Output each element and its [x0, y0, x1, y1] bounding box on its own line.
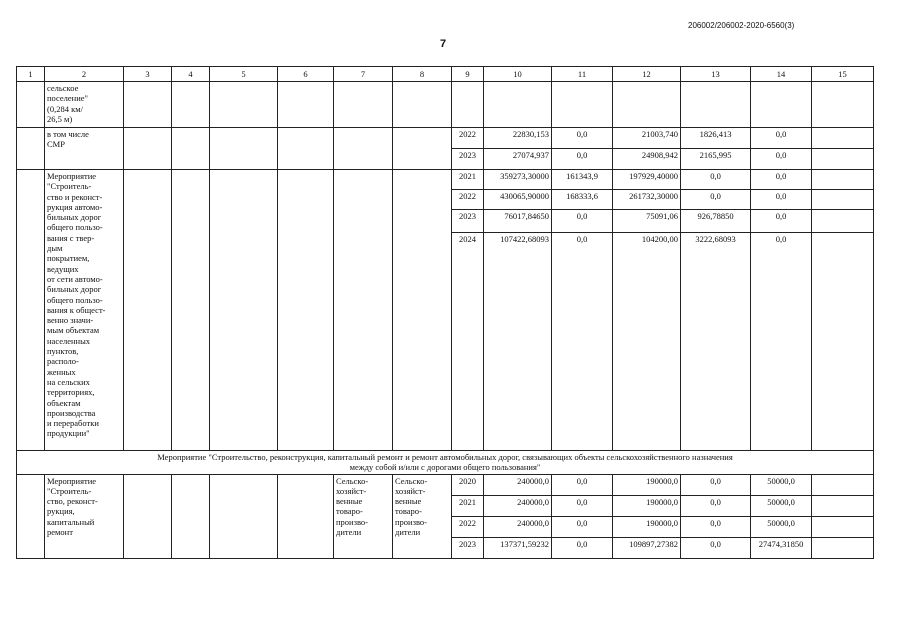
cell-text-line: ство, реконст-: [47, 496, 98, 507]
column-number-15: 15: [812, 67, 874, 82]
cell-text-line: производства: [47, 407, 96, 418]
value-col-13: 3222,68093: [681, 233, 751, 451]
cell-text-line: территориях,: [47, 387, 95, 398]
year-cell: 2022: [452, 128, 484, 149]
cell-text-line: товаро-: [395, 506, 422, 517]
cell-text-line: Мероприятие: [47, 171, 97, 181]
value-col-13: 926,78850: [681, 210, 751, 233]
value-col-10: 240000,0: [484, 474, 552, 495]
cell-col-8: [393, 82, 452, 128]
cell-col-4: [172, 128, 210, 170]
section-row: [17, 451, 874, 475]
cell-text-line: Сельско-: [336, 475, 369, 486]
cell-col-5: [210, 82, 278, 128]
cell-col-14: [751, 82, 812, 128]
value-col-12: 104200,00: [613, 233, 681, 451]
cell-text-line: хозяйст-: [336, 485, 367, 496]
cell-col-4: [172, 170, 210, 451]
cell-text-line: венные: [395, 496, 422, 507]
cell-col-11: [552, 82, 613, 128]
block-a-name: [45, 82, 124, 128]
cell-text-line: венные: [336, 496, 363, 507]
value-col-10: 137371,59232: [484, 537, 552, 558]
year-cell: 2023: [452, 210, 484, 233]
cell-col-1: [17, 170, 45, 451]
cell-col-6: [278, 474, 334, 558]
value-col-10: 107422,68093: [484, 233, 552, 451]
cell-col-7: [334, 170, 393, 451]
cell-col-1: [17, 128, 45, 170]
cell-text-line: рукция,: [47, 506, 75, 517]
value-col-14: 0,0: [751, 170, 812, 190]
cell-text-line: бильных дорог: [47, 284, 102, 295]
column-number-4: 4: [172, 67, 210, 82]
cell-col-6: [278, 128, 334, 170]
section-title: [17, 451, 874, 475]
value-col-11: 0,0: [552, 516, 613, 537]
column-number-1: 1: [17, 67, 45, 82]
cell-text-line: (0,284 км/: [47, 103, 83, 114]
cell-text-line: между собой и/или с дорогами общего пользования": [349, 462, 541, 473]
cell-text-line: вания к общест-: [47, 304, 106, 315]
cell-text-line: "Строитель-: [47, 181, 92, 192]
year-cell: 2021: [452, 495, 484, 516]
table-row: [17, 474, 874, 495]
cell-col-5: [210, 128, 278, 170]
cell-text-line: дители: [336, 527, 362, 538]
value-col-14: 50000,0: [751, 474, 812, 495]
column-number-7: 7: [334, 67, 393, 82]
value-col-13: 1826,413: [681, 128, 751, 149]
cell-text-line: общего пользо-: [47, 294, 103, 305]
value-col-13: 0,0: [681, 516, 751, 537]
column-number-8: 8: [393, 67, 452, 82]
document-id: 206002/206002-2020-6560(3): [688, 21, 795, 30]
value-col-12: 21003,740: [613, 128, 681, 149]
block-d-name: [45, 474, 124, 558]
column-number-6: 6: [278, 67, 334, 82]
cell-text-line: на сельских: [47, 376, 90, 387]
cell-col-4: [172, 82, 210, 128]
value-col-15: [812, 516, 874, 537]
cell-text-line: сельское: [47, 83, 79, 93]
value-col-13: 0,0: [681, 495, 751, 516]
value-col-11: 0,0: [552, 233, 613, 451]
value-col-15: [812, 233, 874, 451]
value-col-12: 109897,27382: [613, 537, 681, 558]
column-number-11: 11: [552, 67, 613, 82]
value-col-14: 0,0: [751, 190, 812, 210]
value-col-14: 0,0: [751, 149, 812, 170]
value-col-11: 0,0: [552, 128, 613, 149]
value-col-15: [812, 210, 874, 233]
value-col-13: 0,0: [681, 170, 751, 190]
column-number-9: 9: [452, 67, 484, 82]
block-d-executor: [334, 474, 393, 558]
cell-col-3: [124, 82, 172, 128]
cell-col-8: [393, 170, 452, 451]
value-col-10: 22830,153: [484, 128, 552, 149]
value-col-12: 190000,0: [613, 474, 681, 495]
cell-text-line: дители: [395, 527, 421, 538]
page-number: 7: [440, 38, 447, 50]
table-row: [17, 170, 874, 190]
cell-text-line: женных: [47, 366, 76, 377]
value-col-14: 0,0: [751, 210, 812, 233]
value-col-10: 27074,937: [484, 149, 552, 170]
value-col-14: 0,0: [751, 128, 812, 149]
value-col-15: [812, 537, 874, 558]
value-col-14: 50000,0: [751, 495, 812, 516]
cell-text-line: мым объектам: [47, 325, 100, 336]
cell-text-line: 26,5 м): [47, 113, 73, 124]
block-c-name: [45, 170, 124, 451]
cell-text-line: Мероприятие: [47, 475, 97, 486]
value-col-11: 0,0: [552, 210, 613, 233]
cell-text-line: произво-: [336, 516, 368, 527]
value-col-12: 24908,942: [613, 149, 681, 170]
cell-text-line: дым: [47, 243, 63, 254]
cell-col-6: [278, 170, 334, 451]
cell-col-7: [334, 128, 393, 170]
cell-col-3: [124, 128, 172, 170]
cell-col-9: [452, 82, 484, 128]
value-col-15: [812, 190, 874, 210]
column-number-12: 12: [613, 67, 681, 82]
year-cell: 2022: [452, 516, 484, 537]
column-number-14: 14: [751, 67, 812, 82]
cell-text-line: хозяйст-: [395, 485, 426, 496]
cell-col-10: [484, 82, 552, 128]
cell-text-line: поселение": [47, 93, 89, 104]
value-col-15: [812, 128, 874, 149]
cell-text-line: ство и реконст-: [47, 191, 103, 202]
column-number-row: [17, 67, 874, 82]
value-col-14: 0,0: [751, 233, 812, 451]
year-cell: 2024: [452, 233, 484, 451]
cell-text-line: покрытием,: [47, 253, 90, 264]
cell-text-line: населенных: [47, 335, 91, 346]
value-col-14: 50000,0: [751, 516, 812, 537]
cell-text-line: бильных дорог: [47, 212, 102, 223]
year-cell: 2021: [452, 170, 484, 190]
value-col-11: 161343,9: [552, 170, 613, 190]
block-b-name: [45, 128, 124, 170]
value-col-12: 75091,06: [613, 210, 681, 233]
year-cell: 2022: [452, 190, 484, 210]
value-col-12: 261732,30000: [613, 190, 681, 210]
cell-col-3: [124, 474, 172, 558]
value-col-10: 76017,84650: [484, 210, 552, 233]
cell-col-15: [812, 82, 874, 128]
cell-col-5: [210, 170, 278, 451]
cell-text-line: общего пользо-: [47, 222, 103, 233]
cell-text-line: Сельско-: [395, 475, 428, 486]
value-col-11: 0,0: [552, 149, 613, 170]
value-col-12: 197929,40000: [613, 170, 681, 190]
value-col-12: 190000,0: [613, 516, 681, 537]
cell-col-4: [172, 474, 210, 558]
cell-text-line: от сети автомо-: [47, 273, 103, 284]
cell-col-5: [210, 474, 278, 558]
value-col-11: 0,0: [552, 537, 613, 558]
cell-text-line: в том числе: [47, 129, 89, 139]
cell-text-line: объектам: [47, 397, 81, 408]
cell-text-line: вания с твер-: [47, 232, 95, 243]
block-d-recipient: [393, 474, 452, 558]
value-col-12: 190000,0: [613, 495, 681, 516]
cell-col-3: [124, 170, 172, 451]
value-col-11: 168333,6: [552, 190, 613, 210]
cell-text-line: капитальный: [47, 516, 95, 527]
value-col-13: 2165,995: [681, 149, 751, 170]
cell-text-line: товаро-: [336, 506, 363, 517]
cell-col-12: [613, 82, 681, 128]
cell-col-1: [17, 82, 45, 128]
value-col-15: [812, 149, 874, 170]
table-body: [17, 67, 874, 559]
cell-col-8: [393, 128, 452, 170]
cell-col-13: [681, 82, 751, 128]
cell-text-line: рукция автомо-: [47, 201, 103, 212]
year-cell: 2023: [452, 537, 484, 558]
cell-text-line: пунктов,: [47, 346, 79, 357]
table-row: [17, 128, 874, 149]
cell-col-7: [334, 82, 393, 128]
column-number-13: 13: [681, 67, 751, 82]
year-cell: 2023: [452, 149, 484, 170]
value-col-15: [812, 170, 874, 190]
table-row: [17, 82, 874, 128]
value-col-10: 240000,0: [484, 516, 552, 537]
column-number-3: 3: [124, 67, 172, 82]
cell-text-line: венно значи-: [47, 315, 94, 326]
cell-col-1: [17, 474, 45, 558]
column-number-10: 10: [484, 67, 552, 82]
cell-text-line: "Строитель-: [47, 485, 92, 496]
value-col-10: 240000,0: [484, 495, 552, 516]
cell-text-line: ремонт: [47, 527, 73, 538]
cell-text-line: ведущих: [47, 263, 79, 274]
value-col-13: 0,0: [681, 474, 751, 495]
cell-text-line: продукции": [47, 428, 90, 439]
cell-text-line: располо-: [47, 356, 79, 367]
value-col-10: 430065,90000: [484, 190, 552, 210]
value-col-14: 27474,31850: [751, 537, 812, 558]
column-number-5: 5: [210, 67, 278, 82]
cell-text-line: произво-: [395, 516, 427, 527]
cell-text-line: СМР: [47, 139, 65, 150]
value-col-11: 0,0: [552, 495, 613, 516]
year-cell: 2020: [452, 474, 484, 495]
value-col-13: 0,0: [681, 190, 751, 210]
cell-text-line: и переработки: [47, 418, 99, 429]
data-table: [16, 66, 874, 559]
column-number-2: 2: [45, 67, 124, 82]
value-col-11: 0,0: [552, 474, 613, 495]
value-col-15: [812, 474, 874, 495]
value-col-15: [812, 495, 874, 516]
cell-col-6: [278, 82, 334, 128]
cell-text-line: Мероприятие "Строительство, реконструкция, капитальный ремонт и ремонт автомобильных дорог, связывающих объекты сельскохозяйственного назначения: [157, 452, 733, 462]
value-col-10: 359273,30000: [484, 170, 552, 190]
value-col-13: 0,0: [681, 537, 751, 558]
